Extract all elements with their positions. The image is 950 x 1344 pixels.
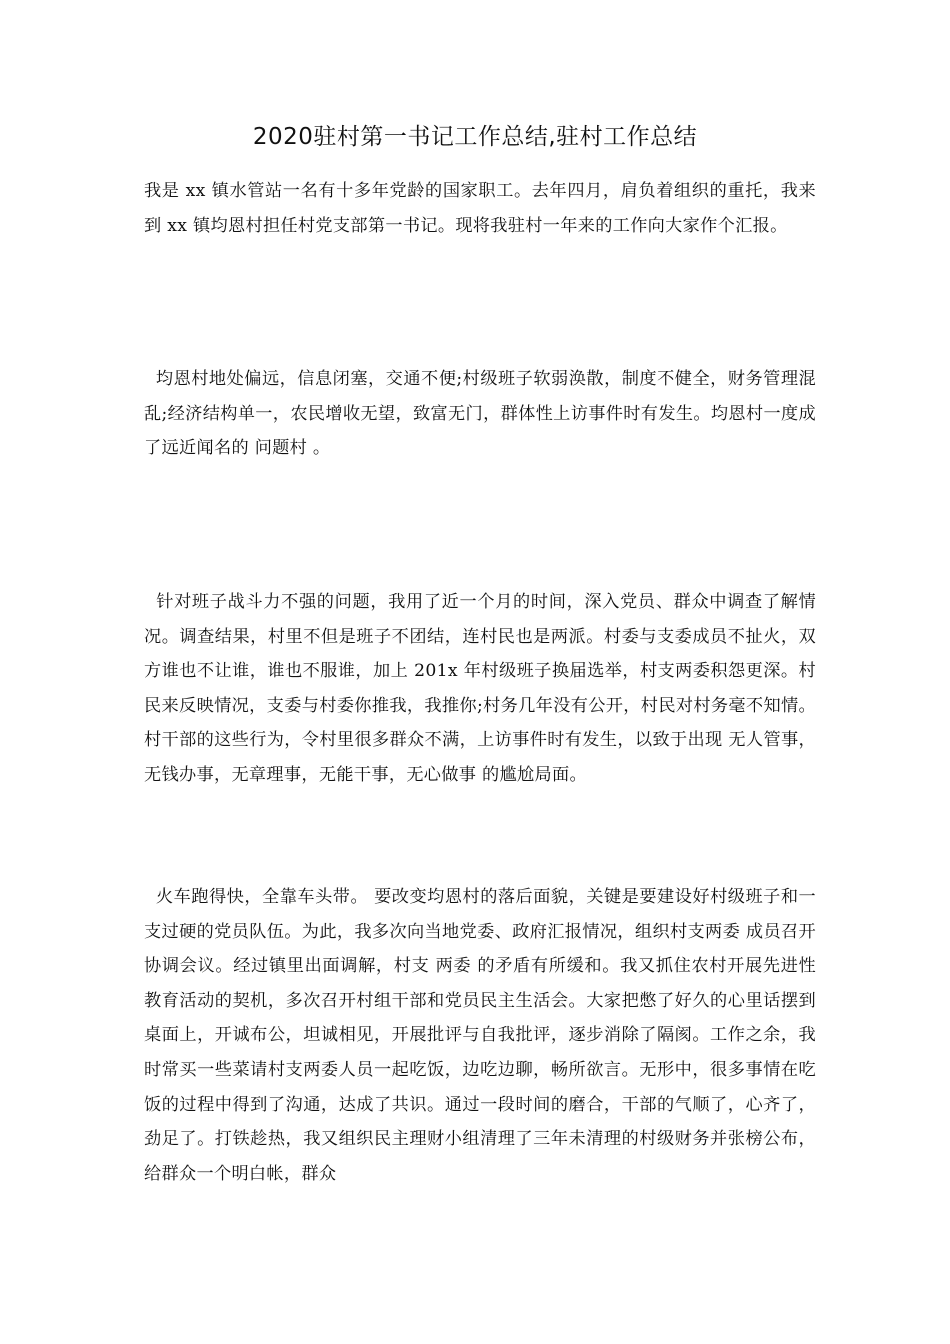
paragraph-team-building: 火车跑得快，全靠车头带。 要改变均恩村的落后面貌，关键是要建设好村级班子和一支过硬的党员队伍。为此，我多次向当地党委、政府汇报情况，组织村支两委 成员召开协调会议。经过镇里出面调解，村支 两委 的矛盾有所缓和。我又抓住农村开展先进性教育活动的契机，多次召开村组干部和党员民主生活会。大家把憋了好久的心里话摆到桌面上，开诚布公，坦诚相见，开展批评与自我批评，逐步消除了隔阂。工作之余，我时常买一些菜请村支两委人员一起吃饭，边吃边聊，畅所欲言。无形中，很多事情在吃饭的过程中得到了沟通，达成了共识。通过一段时间的磨合，干部的气顺了，心齐了，劲足了。打铁趁热，我又组织民主理财小组清理了三年未清理的村级财务并张榜公布，给群众一个明白帐，群众 [144,887,816,1184]
paragraph-team-problems: 针对班子战斗力不强的问题，我用了近一个月的时间，深入党员、群众中调查了解情况。调查结果，村里不但是班子不团结，连村民也是两派。村委与支委成员不扯火，双方谁也不让谁，谁也不服谁，加上 201x 年村级班子换届选举，村支两委积怨更深。村民来反映情况，支委与村委你推我，我推你;村务几年没有公开，村民对村务毫不知情。村干部的这些行为，令村里很多群众不满，上访事件时有发生，以致于出现 无人管事，无钱办事，无章理事，无能干事，无心做事 的尴尬局面。 [144,592,816,785]
paragraph-intro: 我是 xx 镇水管站一名有十多年党龄的国家职工。去年四月，肩负着组织的重托，我来到 xx 镇均恩村担任村党支部第一书记。现将我驻村一年来的工作向大家作个汇报。 [144,181,816,236]
document-title: 2020驻村第一书记工作总结,驻村工作总结 [252,124,698,150]
paragraph-village-situation: 均恩村地处偏远，信息闭塞，交通不便;村级班子软弱涣散，制度不健全，财务管理混乱;经济结构单一，农民增收无望，致富无门，群体性上访事件时有发生。均恩村一度成了远近闻名的 问题村 。 [144,369,816,459]
